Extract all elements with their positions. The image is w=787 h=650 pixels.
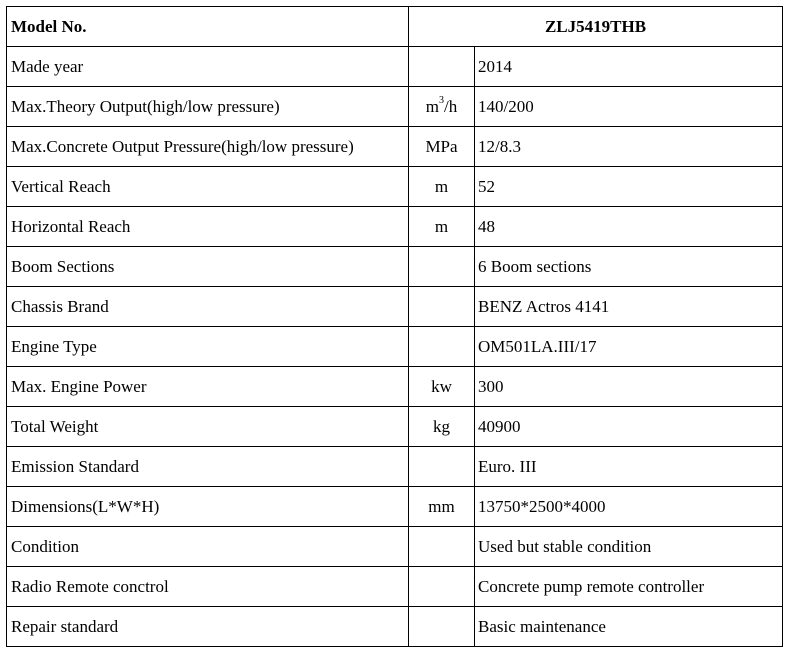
row-unit: m [409,167,475,207]
row-value: Concrete pump remote controller [475,567,783,607]
row-unit [409,247,475,287]
row-value: 52 [475,167,783,207]
row-unit [409,287,475,327]
row-value: BENZ Actros 4141 [475,287,783,327]
row-label: Condition [7,527,409,567]
row-unit: mm [409,487,475,527]
row-label: Vertical Reach [7,167,409,207]
row-unit [409,527,475,567]
table-row [7,247,783,287]
row-unit: kg [409,407,475,447]
row-label: Max.Theory Output(high/low pressure) [7,87,409,127]
row-value: Basic maintenance [475,607,783,647]
row-label: Horizontal Reach [7,207,409,247]
table-row [7,487,783,527]
unit-suffix: /h [444,96,458,116]
row-label: Boom Sections [7,247,409,287]
row-value: 300 [475,367,783,407]
table-row [7,407,783,447]
row-unit [409,47,475,87]
table-row [7,607,783,647]
row-value: Euro. III [475,447,783,487]
row-label: Emission Standard [7,447,409,487]
table-row [7,527,783,567]
row-unit [409,87,475,127]
row-unit [409,447,475,487]
row-label: Max. Engine Power [7,367,409,407]
table-row [7,287,783,327]
row-value: 140/200 [475,87,783,127]
row-value: 48 [475,207,783,247]
row-value: Used but stable condition [475,527,783,567]
unit-base: m [425,96,439,116]
table-row [7,207,783,247]
row-value: 13750*2500*4000 [475,487,783,527]
table-row [7,567,783,607]
row-label: Chassis Brand [7,287,409,327]
row-label: Made year [7,47,409,87]
model-label: Model No. [7,7,409,47]
row-value: 12/8.3 [475,127,783,167]
row-unit: kw [409,367,475,407]
row-value: 40900 [475,407,783,447]
table-row [7,127,783,167]
row-value: OM501LA.III/17 [475,327,783,367]
row-value: 6 Boom sections [475,247,783,287]
table-header-row [7,7,783,47]
row-label: Max.Concrete Output Pressure(high/low pressure) [7,127,409,167]
table-row [7,167,783,207]
table-row [7,47,783,87]
row-label: Total Weight [7,407,409,447]
row-unit [409,327,475,367]
table-row [7,87,783,127]
row-label: Dimensions(L*W*H) [7,487,409,527]
row-label: Engine Type [7,327,409,367]
table-row [7,367,783,407]
model-value: ZLJ5419THB [409,7,783,47]
unit-exponent: 3 [439,94,444,106]
row-value: 2014 [475,47,783,87]
row-label: Repair standard [7,607,409,647]
row-unit [409,567,475,607]
table-row [7,327,783,367]
row-unit: m [409,207,475,247]
row-label: Radio Remote conctrol [7,567,409,607]
spec-table [6,6,783,647]
table-row [7,447,783,487]
row-unit [409,607,475,647]
row-unit: MPa [409,127,475,167]
